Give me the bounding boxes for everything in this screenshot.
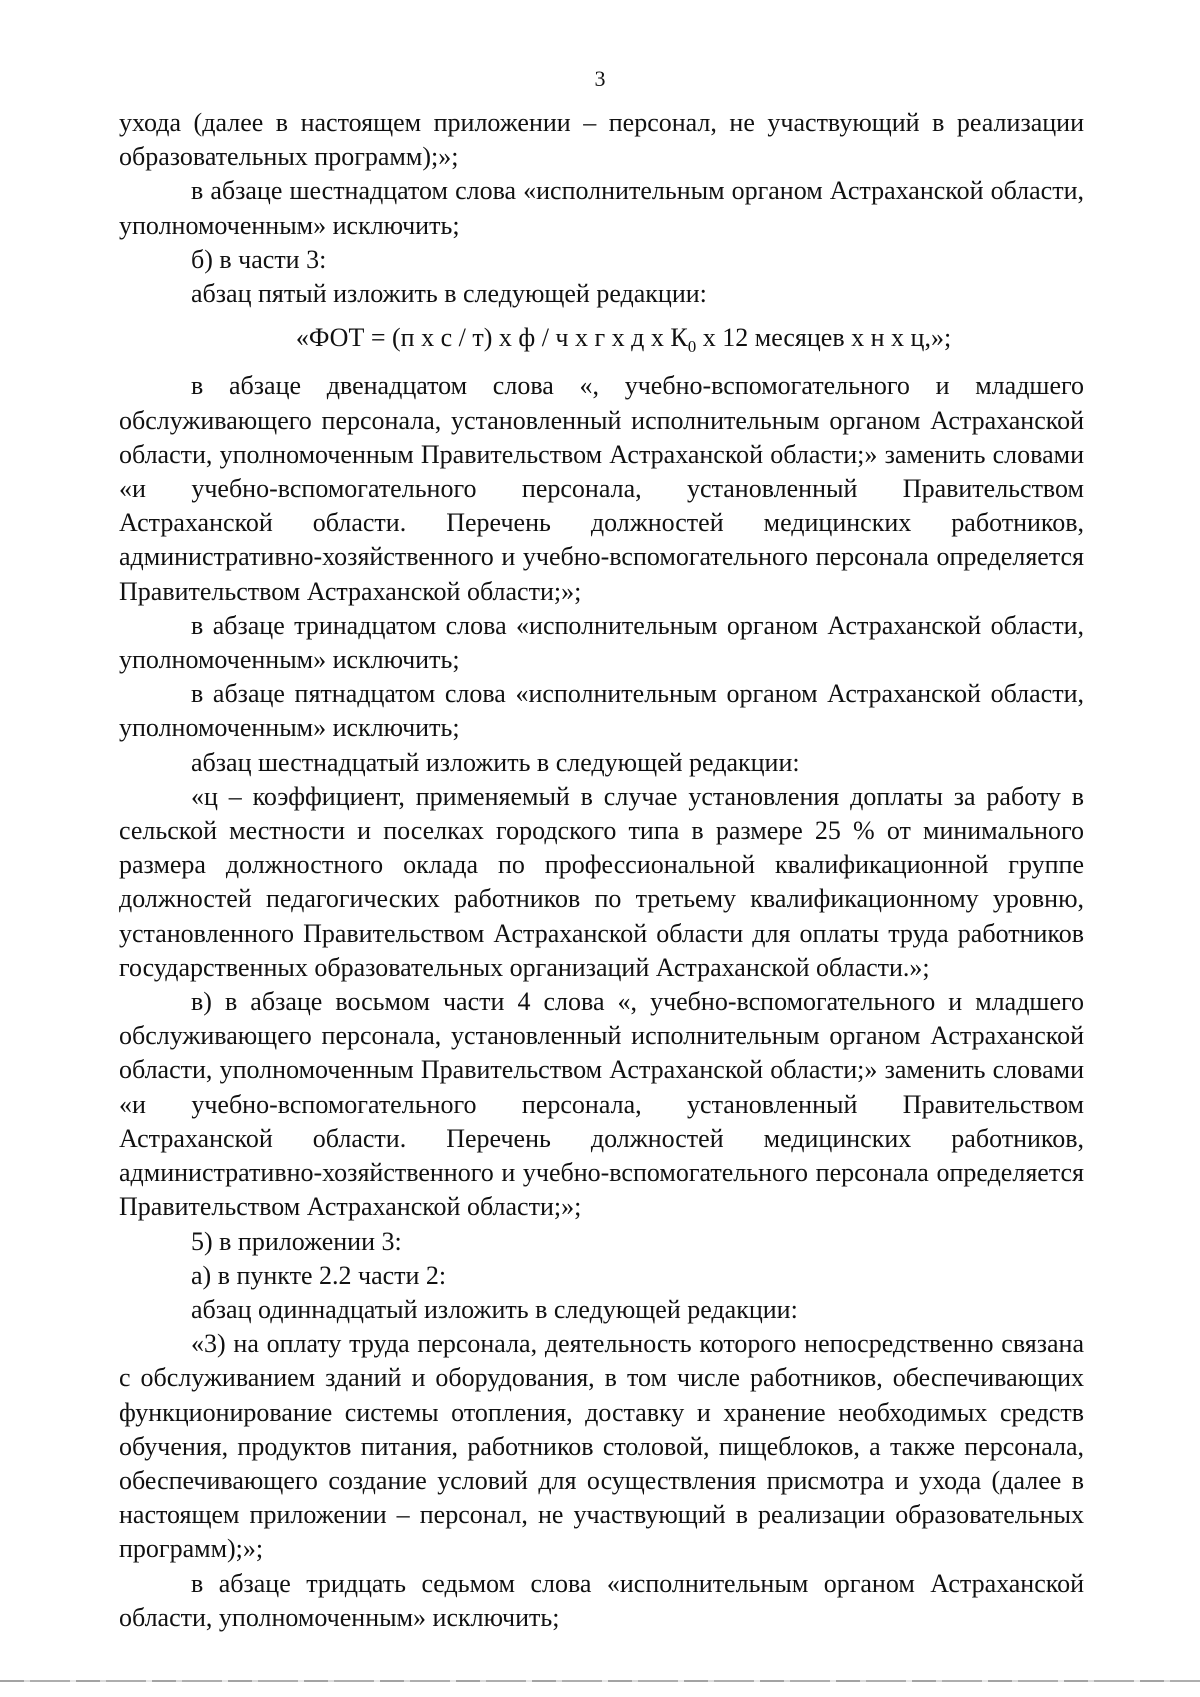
paragraph: а) в пункте 2.2 части 2:	[191, 1260, 447, 1290]
paragraph: в абзаце двенадцатом слова «, учебно-вспомогательного и младшего обслуживающего персонала, установленный исполнительным органом Астраханской области, уполномоченным Правительством Астраханской области;» заменить словами «и учебно-вспомогательного персонала, установленный Правительством Астраханской области. Перечень должностей медицинских работников, административно-хозяйственного и учебно-вспомогательного персонала определяется Правительством Астраханской области;»;	[119, 371, 1084, 606]
paragraph: 5) в приложении 3:	[191, 1226, 402, 1256]
paragraph: в абзаце шестнадцатом слова «исполнительным органом Астраханской области, уполномоченным» исключить;	[119, 176, 1084, 240]
page-number: 3	[594, 66, 606, 91]
paragraph: «3) на оплату труда персонала, деятельность которого непосредственно связана с обслуживанием зданий и оборудования, в том числе работников, обеспечивающих функционирование системы отопления, доставку и хранение необходимых средств обучения, продуктов питания, работников столовой, пищеблоков, а также персонала, обеспечивающего создание условий для осуществления присмотра и ухода (далее в настоящем приложении – персонал, не участвующий в реализации образовательных программ);»;	[119, 1329, 1084, 1564]
paragraph: абзац пятый изложить в следующей редакции:	[191, 279, 707, 309]
document-body	[119, 106, 1084, 1635]
scan-edge-line	[0, 1680, 1200, 1682]
paragraph: абзац одиннадцатый изложить в следующей редакции:	[191, 1294, 798, 1324]
formula	[119, 321, 1084, 355]
formula-subscript: 0	[687, 337, 697, 357]
paragraph: ухода (далее в настоящем приложении – персонал, не участвующий в реализации образовательных программ);»;	[119, 108, 1084, 172]
paragraph: в абзаце пятнадцатом слова «исполнительным органом Астраханской области, уполномоченным» исключить;	[119, 679, 1084, 743]
formula-main: «ФОТ = (п х с / т) х ф / ч х г х д х К	[295, 323, 688, 353]
paragraph: б) в части 3:	[191, 244, 327, 274]
formula-tail: х 12 месяцев х н х ц,»;	[696, 323, 952, 353]
paragraph: «ц – коэффициент, применяемый в случае установления доплаты за работу в сельской местности и поселках городского типа в размере 25 % от минимального размера должностного оклада по профессиональной квалификационной группе должностей педагогических работников по третьему квалификационному уровню, установленного Правительством Астраханской области для оплаты труда работников государственных образовательных организаций Астраханской области.»;	[119, 781, 1084, 982]
paragraph: в абзаце тринадцатом слова «исполнительным органом Астраханской области, уполномоченным» исключить;	[119, 610, 1084, 675]
paragraph: в абзаце тридцать седьмом слова «исполнительным органом Астраханской области, уполномоченным» исключить;	[119, 1568, 1084, 1632]
paragraph: в) в абзаце восьмом части 4 слова «, учебно-вспомогательного и младшего обслуживающего персонала, установленный исполнительным органом Астраханской области, уполномоченным Правительством Астраханской области;» заменить словами «и учебно-вспомогательного персонала, установленный Правительством Астраханской области. Перечень должностей медицинских работников, административно-хозяйственного и учебно-вспомогательного персонала определяется Правительством Астраханской области;»;	[119, 987, 1084, 1222]
paragraph: абзац шестнадцатый изложить в следующей редакции:	[191, 747, 800, 777]
